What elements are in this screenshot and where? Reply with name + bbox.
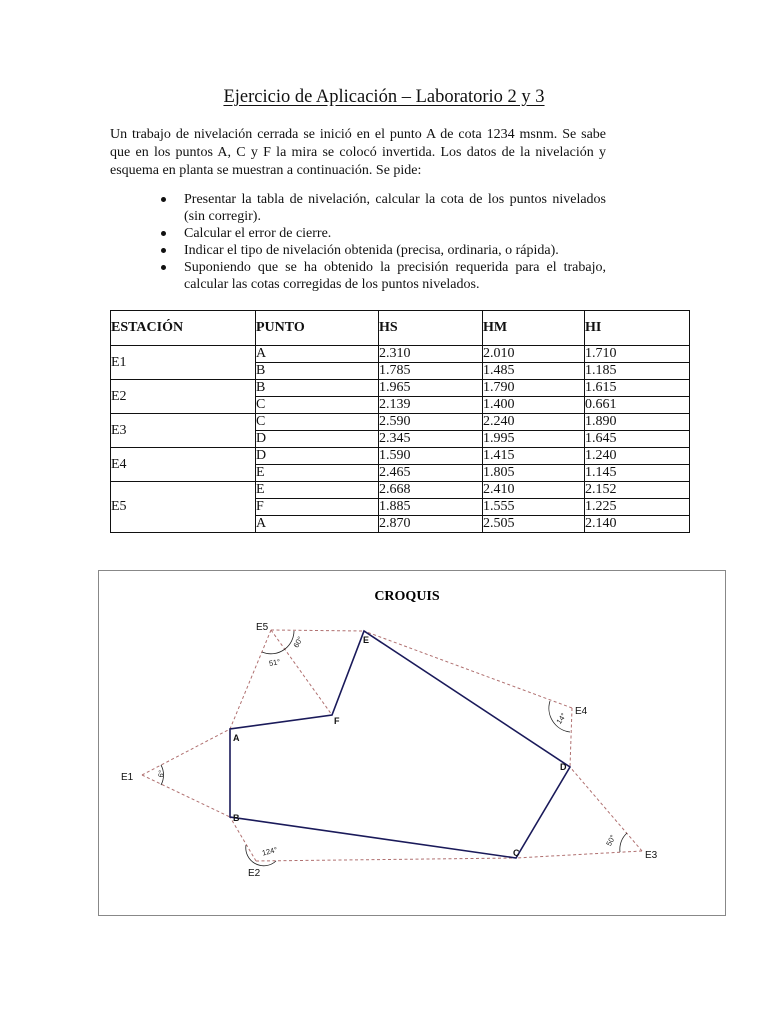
hi-cell: 1.240 <box>585 448 690 465</box>
table-row <box>111 346 690 363</box>
station-cell: E5 <box>111 482 256 533</box>
angle-label-e4: 14° <box>554 711 569 726</box>
hs-cell: 1.965 <box>379 380 483 397</box>
hi-cell: 1.645 <box>585 431 690 448</box>
hi-cell: 1.185 <box>585 363 690 380</box>
header-hs: HS <box>379 311 483 346</box>
croquis-drawing <box>99 571 725 915</box>
station-label-e5: E5 <box>256 622 269 633</box>
hs-cell: 1.885 <box>379 499 483 516</box>
hi-cell: 2.140 <box>585 516 690 533</box>
station-cell: E1 <box>111 346 256 380</box>
hi-cell: 0.661 <box>585 397 690 414</box>
point-cell: E <box>256 482 379 499</box>
hm-cell: 1.485 <box>483 363 585 380</box>
hs-cell: 2.668 <box>379 482 483 499</box>
angle-label-e5-b: 51° <box>268 657 281 668</box>
task-item: Indicar el tipo de nivelación obtenida (precisa, ordinaria, o rápida). <box>160 242 606 259</box>
hi-cell: 1.225 <box>585 499 690 516</box>
sight-line-e5-a <box>230 630 271 729</box>
hm-cell: 1.790 <box>483 380 585 397</box>
hs-cell: 2.139 <box>379 397 483 414</box>
croquis-title: CROQUIS <box>374 589 440 604</box>
point-label-b: B <box>233 813 240 823</box>
hm-cell: 2.505 <box>483 516 585 533</box>
station-label-e2: E2 <box>248 868 261 879</box>
point-label-e: E <box>363 635 370 645</box>
task-list <box>160 191 606 293</box>
hs-cell: 2.345 <box>379 431 483 448</box>
hm-cell: 2.010 <box>483 346 585 363</box>
point-label-d: D <box>560 762 567 772</box>
point-cell: F <box>256 499 379 516</box>
hi-cell: 1.615 <box>585 380 690 397</box>
table-row <box>111 380 690 397</box>
point-label-f: F <box>334 716 340 726</box>
point-label-a: A <box>233 733 240 743</box>
sight-line-e4-e <box>364 631 572 708</box>
sight-line-e1-b <box>142 775 230 817</box>
page-title: Ejercicio de Aplicación – Laboratorio 2 y 3 <box>223 87 545 107</box>
hs-cell: 2.310 <box>379 346 483 363</box>
croquis-figure <box>98 570 726 916</box>
hs-cell: 2.870 <box>379 516 483 533</box>
hi-cell: 1.145 <box>585 465 690 482</box>
point-cell: D <box>256 448 379 465</box>
angle-label-e5-a: 60° <box>291 634 305 650</box>
sight-line-e5-e <box>271 630 364 631</box>
sight-line-e2-c <box>256 858 516 861</box>
point-cell: B <box>256 363 379 380</box>
station-cell: E4 <box>111 448 256 482</box>
table-row <box>111 448 690 465</box>
angle-label-e3: 50° <box>604 833 618 848</box>
point-cell: C <box>256 414 379 431</box>
point-label-c: C <box>513 848 520 858</box>
hi-cell: 1.710 <box>585 346 690 363</box>
hm-cell: 2.410 <box>483 482 585 499</box>
header-hi: HI <box>585 311 690 346</box>
hi-cell: 1.890 <box>585 414 690 431</box>
header-hm: HM <box>483 311 585 346</box>
point-cell: E <box>256 465 379 482</box>
sight-line-e1-a <box>142 729 230 775</box>
angle-label-e2: 124° <box>260 845 279 858</box>
leveling-table <box>110 310 690 533</box>
task-item: Suponiendo que se ha obtenido la precisión requerida para el trabajo, calcular las cotas corregidas de los puntos nivelados. <box>160 259 606 293</box>
header-estacion: ESTACIÓN <box>111 311 256 346</box>
hm-cell: 1.415 <box>483 448 585 465</box>
task-item: Presentar la tabla de nivelación, calcular la cota de los puntos nivelados (sin corregir). <box>160 191 606 225</box>
task-item: Calcular el error de cierre. <box>160 225 606 242</box>
table-header-row <box>111 311 690 346</box>
station-cell: E3 <box>111 414 256 448</box>
sight-line-e3-c <box>516 851 642 858</box>
hs-cell: 1.590 <box>379 448 483 465</box>
station-cell: E2 <box>111 380 256 414</box>
hi-cell: 2.152 <box>585 482 690 499</box>
hs-cell: 2.590 <box>379 414 483 431</box>
leveling-polygon <box>230 631 570 858</box>
sight-line-e4-d <box>570 708 572 767</box>
point-cell: A <box>256 346 379 363</box>
intro-paragraph: Un trabajo de nivelación cerrada se inició en el punto A de cota 1234 msnm. Se sabe que en los puntos A, C y F la mira se colocó invertida. Los datos de la nivelación y esquema en planta se muestran a continuación. Se pide: <box>110 127 606 178</box>
point-cell: D <box>256 431 379 448</box>
point-cell: C <box>256 397 379 414</box>
table-row <box>111 482 690 499</box>
hm-cell: 1.805 <box>483 465 585 482</box>
point-cell: A <box>256 516 379 533</box>
hm-cell: 1.995 <box>483 431 585 448</box>
sight-line-e2-b <box>230 817 256 861</box>
angle-arc-e3 <box>620 833 627 852</box>
station-label-e4: E4 <box>575 706 588 717</box>
angle-label-e1: 6° <box>156 769 167 779</box>
hm-cell: 1.555 <box>483 499 585 516</box>
point-cell: B <box>256 380 379 397</box>
hs-cell: 2.465 <box>379 465 483 482</box>
station-label-e1: E1 <box>121 772 134 783</box>
hs-cell: 1.785 <box>379 363 483 380</box>
header-punto: PUNTO <box>256 311 379 346</box>
hm-cell: 1.400 <box>483 397 585 414</box>
station-label-e3: E3 <box>645 850 658 861</box>
angle-arc-e5-b <box>262 649 285 654</box>
table-row <box>111 414 690 431</box>
hm-cell: 2.240 <box>483 414 585 431</box>
